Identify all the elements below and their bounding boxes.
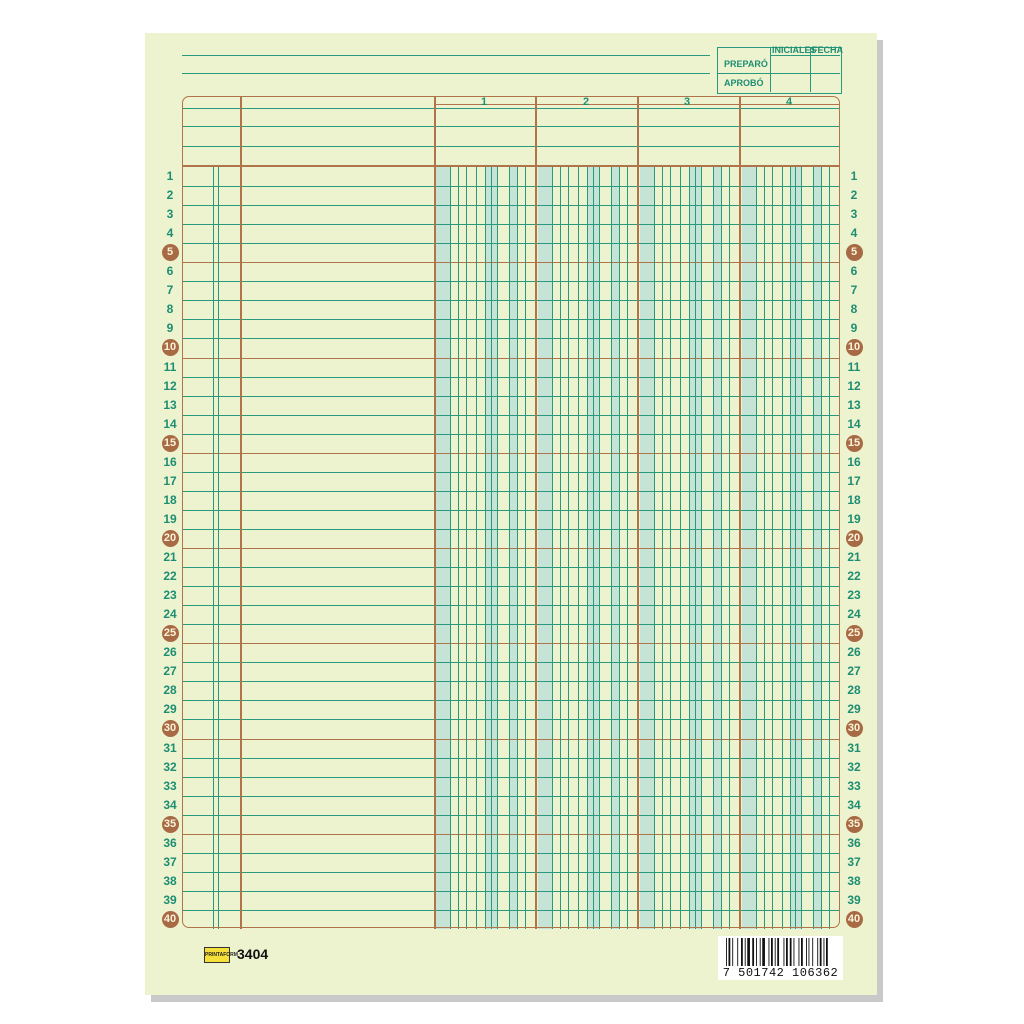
sig-initials-header: INICIALES [772,45,817,55]
row-number: 31 [847,740,861,755]
barcode-bar [777,938,779,966]
row-number: 1 [850,169,858,183]
row-number: 21 [847,550,861,564]
row-number: 12 [163,378,177,393]
row-number: 40 [846,911,863,928]
row-number: 8 [166,302,174,317]
row-number: 4 [850,226,858,241]
row-number: 26 [163,645,177,660]
row-number: 28 [163,683,177,698]
row-number: 30 [162,720,179,737]
printaform-logo [204,947,238,963]
row-number: 36 [163,835,177,850]
row-number: 38 [847,873,861,888]
row-number: 27 [163,664,177,679]
row-number: 4 [166,226,174,241]
row-number: 17 [847,473,861,488]
row-number: 28 [847,683,861,698]
barcode-bar [824,938,825,966]
ledger-frame [182,96,840,928]
model-number: 3404 [237,946,269,962]
row-number: 22 [847,569,861,584]
row-number: 19 [847,511,861,526]
row-number: 16 [847,454,861,469]
row-number: 2 [166,188,174,203]
row-number: 17 [163,473,177,488]
barcode-bar [812,938,813,966]
row-number: 31 [163,740,177,755]
barcode-bar [786,938,788,966]
row-number: 34 [163,797,177,812]
row-number: 10 [846,339,863,356]
barcode-bar [771,938,773,966]
barcode [718,936,843,980]
row-number: 1 [166,169,174,183]
column-number-1: 1 [480,96,488,108]
barcode-bar [790,938,792,966]
row-number: 11 [847,359,861,374]
sig-head-line [770,55,840,56]
row-number: 7 [166,283,174,298]
row-number: 23 [847,588,861,603]
row-number: 6 [850,264,858,279]
row-number: 14 [847,416,861,431]
barcode-bar [809,938,810,966]
barcode-bar [732,938,733,966]
row-number: 35 [162,816,179,833]
row-number: 36 [847,835,861,850]
row-number: 30 [846,720,863,737]
row-number: 3 [166,207,174,222]
row-number: 2 [850,188,858,203]
barcode-bar [806,938,807,966]
barcode-bar [756,938,757,966]
row-number: 5 [846,244,863,261]
row-number: 9 [850,321,858,336]
row-number: 13 [163,397,177,412]
row-number: 37 [847,854,861,869]
column-number-4: 4 [785,96,793,108]
barcode-bars [726,938,836,966]
row-number: 5 [162,244,179,261]
barcode-bar [784,938,785,966]
barcode-bar [741,938,743,966]
row-number: 20 [162,530,179,547]
sig-mid-line [717,73,840,74]
row-number: 20 [846,530,863,547]
sig-prepared-label: PREPARÓ [724,59,768,69]
row-number: 21 [163,550,177,564]
sig-approved-label: APROBÓ [724,78,764,88]
row-number: 34 [847,797,861,812]
row-number: 7 [850,283,858,298]
row-number: 19 [163,511,177,526]
barcode-digits: 7 501742 106362 [722,966,839,980]
row-number: 29 [163,702,177,717]
barcode-bar [747,938,750,966]
row-number: 32 [847,759,861,774]
row-number: 9 [166,321,174,336]
barcode-bar [794,938,795,966]
barcode-bar [826,938,828,966]
row-number: 40 [162,911,179,928]
row-number: 3 [850,207,858,222]
row-number: 11 [163,359,177,374]
barcode-bar [820,938,822,966]
row-number: 25 [162,625,179,642]
row-number: 14 [163,416,177,431]
barcode-bar [752,938,754,966]
row-number: 38 [163,873,177,888]
column-number-3: 3 [683,96,691,108]
sig-divider-1 [770,47,771,92]
row-number: 12 [847,378,861,393]
brand-text: PRINTAFORM [205,952,238,958]
row-number: 37 [163,854,177,869]
row-number: 39 [847,892,861,907]
row-number: 29 [847,702,861,717]
row-number: 8 [850,302,858,317]
row-number: 35 [846,816,863,833]
row-number: 32 [163,759,177,774]
row-number: 18 [847,492,861,507]
row-number: 23 [163,588,177,603]
header-line-1 [182,55,710,56]
row-number: 26 [847,645,861,660]
row-number: 33 [847,778,861,793]
row-number: 25 [846,625,863,642]
row-number: 24 [847,607,861,622]
barcode-bar [726,938,727,966]
barcode-bar [737,938,738,966]
column-number-2: 2 [582,96,590,108]
barcode-bar [769,938,770,966]
barcode-bar [729,938,731,966]
row-number: 6 [166,264,174,279]
barcode-bar [799,938,800,966]
header-line-2 [182,73,710,74]
row-number: 27 [847,664,861,679]
row-number: 15 [846,435,863,452]
barcode-bar [801,938,803,966]
row-number: 16 [163,454,177,469]
row-number: 15 [162,435,179,452]
barcode-bar [775,938,776,966]
row-number: 22 [163,569,177,584]
row-number: 33 [163,778,177,793]
sig-date-header: FECHA [812,45,843,55]
barcode-bar [745,938,746,966]
row-number: 24 [163,607,177,622]
row-number: 10 [162,339,179,356]
barcode-bar [817,938,818,966]
row-number: 18 [163,492,177,507]
row-number: 39 [163,892,177,907]
barcode-bar [760,938,761,966]
row-number: 13 [847,397,861,412]
barcode-bar [762,938,765,966]
